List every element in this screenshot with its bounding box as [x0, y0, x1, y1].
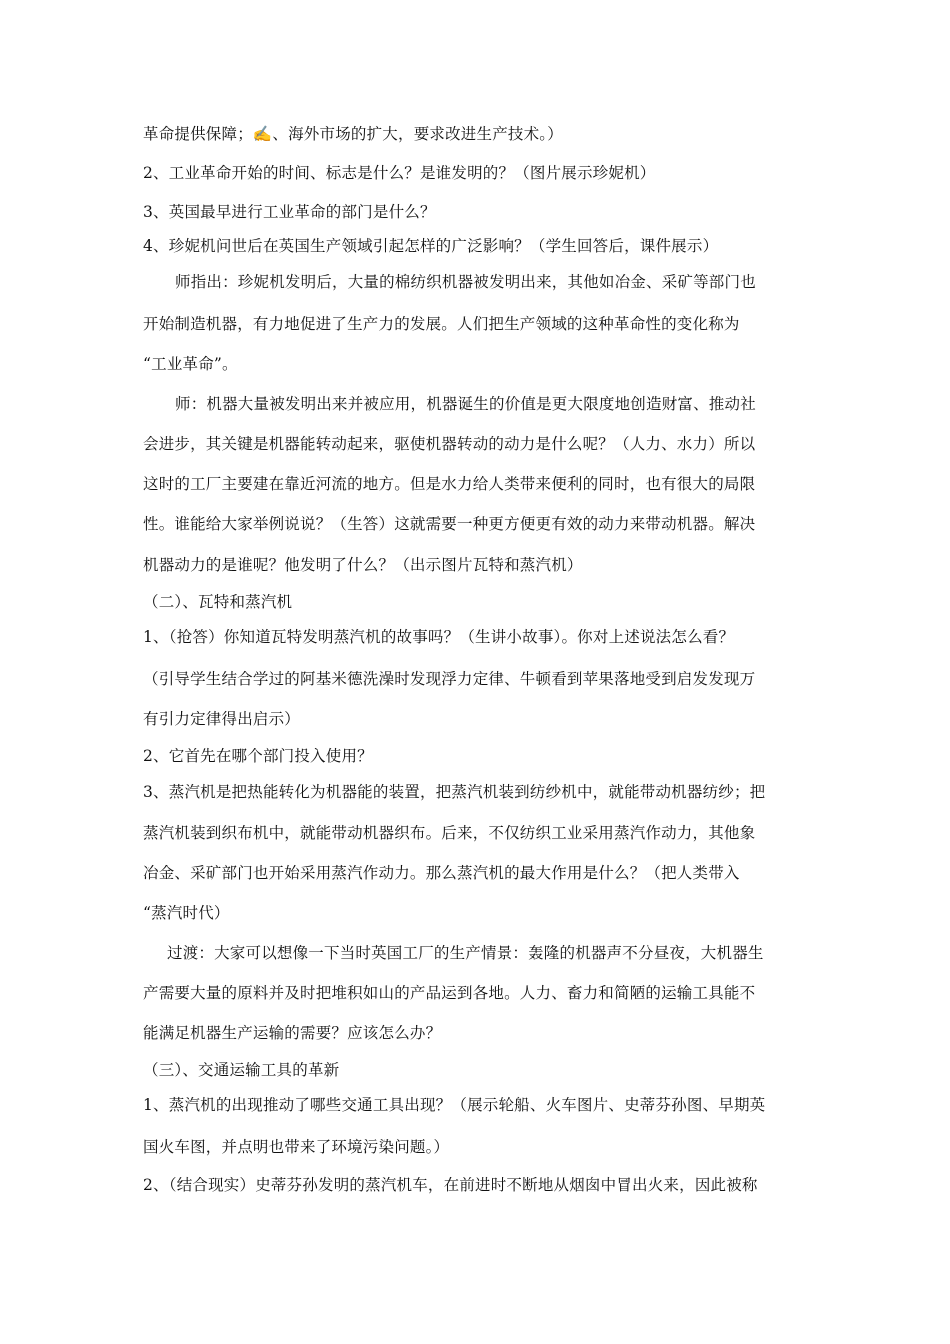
- text-line: 会进步，其关键是机器能转动起来，驱使机器转动的动力是什么呢？（人力、水力）所以: [143, 435, 756, 453]
- section-heading: （三）、交通运输工具的革新: [143, 1061, 340, 1079]
- text-line: 2、它首先在哪个部门投入使用？: [143, 747, 373, 765]
- text-line: 2、（结合现实）史蒂芬孙发明的蒸汽机车，在前进时不断地从烟囱中冒出火来，因此被称: [143, 1176, 758, 1194]
- paragraph-line: 师：机器大量被发明出来并被应用，机器诞生的价值是更大限度地创造财富、推动社: [175, 395, 756, 413]
- section-heading: （二）、瓦特和蒸汽机: [143, 593, 293, 611]
- text-line: 有引力定律得出启示）: [143, 710, 301, 728]
- text-line: 机器动力的是谁呢？他发明了什么？（出示图片瓦特和蒸汽机）: [143, 556, 583, 574]
- text-line: （引导学生结合学过的阿基米德洗澡时发现浮力定律、牛顿看到苹果落地受到启发发现万: [143, 670, 756, 688]
- text-line: 冶金、采矿部门也开始采用蒸汽作动力。那么蒸汽机的最大作用是什么？（把人类带入: [143, 864, 740, 882]
- text-line: 国火车图，并点明也带来了环境污染问题。）: [143, 1138, 450, 1156]
- text-line: 2、工业革命开始的时间、标志是什么？是谁发明的？（图片展示珍妮机）: [143, 164, 656, 182]
- paragraph-line: 过渡：大家可以想像一下当时英国工厂的生产情景：轰隆的机器声不分昼夜，大机器生: [167, 944, 764, 962]
- text-line: 能满足机器生产运输的需要？应该怎么办？: [143, 1024, 442, 1042]
- text-line: 3、蒸汽机是把热能转化为机器能的装置，把蒸汽机装到纺纱机中，就能带动机器纺纱；把: [143, 783, 766, 801]
- text-line: 蒸汽机装到织布机中，就能带动机器织布。后来，不仅纺织工业采用蒸汽作动力，其他象: [143, 824, 756, 842]
- text-line: 性。谁能给大家举例说说？（生答）这就需要一种更方便更有效的动力来带动机器。解决: [143, 515, 756, 533]
- text-line: 3、英国最早进行工业革命的部门是什么？: [143, 203, 436, 221]
- text-line: “蒸汽时代）: [143, 904, 230, 922]
- text-line: “工业革命”。: [143, 355, 238, 373]
- text-line: 产需要大量的原料并及时把堆积如山的产品运到各地。人力、畜力和简陋的运输工具能不: [143, 984, 756, 1002]
- text-line: 革命提供保障；✍、海外市场的扩大，要求改进生产技术。）: [143, 125, 563, 143]
- text-line: 1、蒸汽机的出现推动了哪些交通工具出现？（展示轮船、火车图片、史蒂芬孙图、早期英: [143, 1096, 766, 1114]
- text-line: 1、（抢答）你知道瓦特发明蒸汽机的故事吗？（生讲小故事）。你对上述说法怎么看？: [143, 628, 735, 646]
- paragraph-line: 师指出：珍妮机发明后，大量的棉纺织机器被发明出来，其他如冶金、采矿等部门也: [175, 273, 756, 291]
- text-line: 4、珍妮机问世后在英国生产领域引起怎样的广泛影响？（学生回答后，课件展示）: [143, 237, 719, 255]
- text-line: 开始制造机器，有力地促进了生产力的发展。人们把生产领域的这种革命性的变化称为: [143, 315, 740, 333]
- text-line: 这时的工厂主要建在靠近河流的地方。但是水力给人类带来便利的同时，也有很大的局限: [143, 475, 756, 493]
